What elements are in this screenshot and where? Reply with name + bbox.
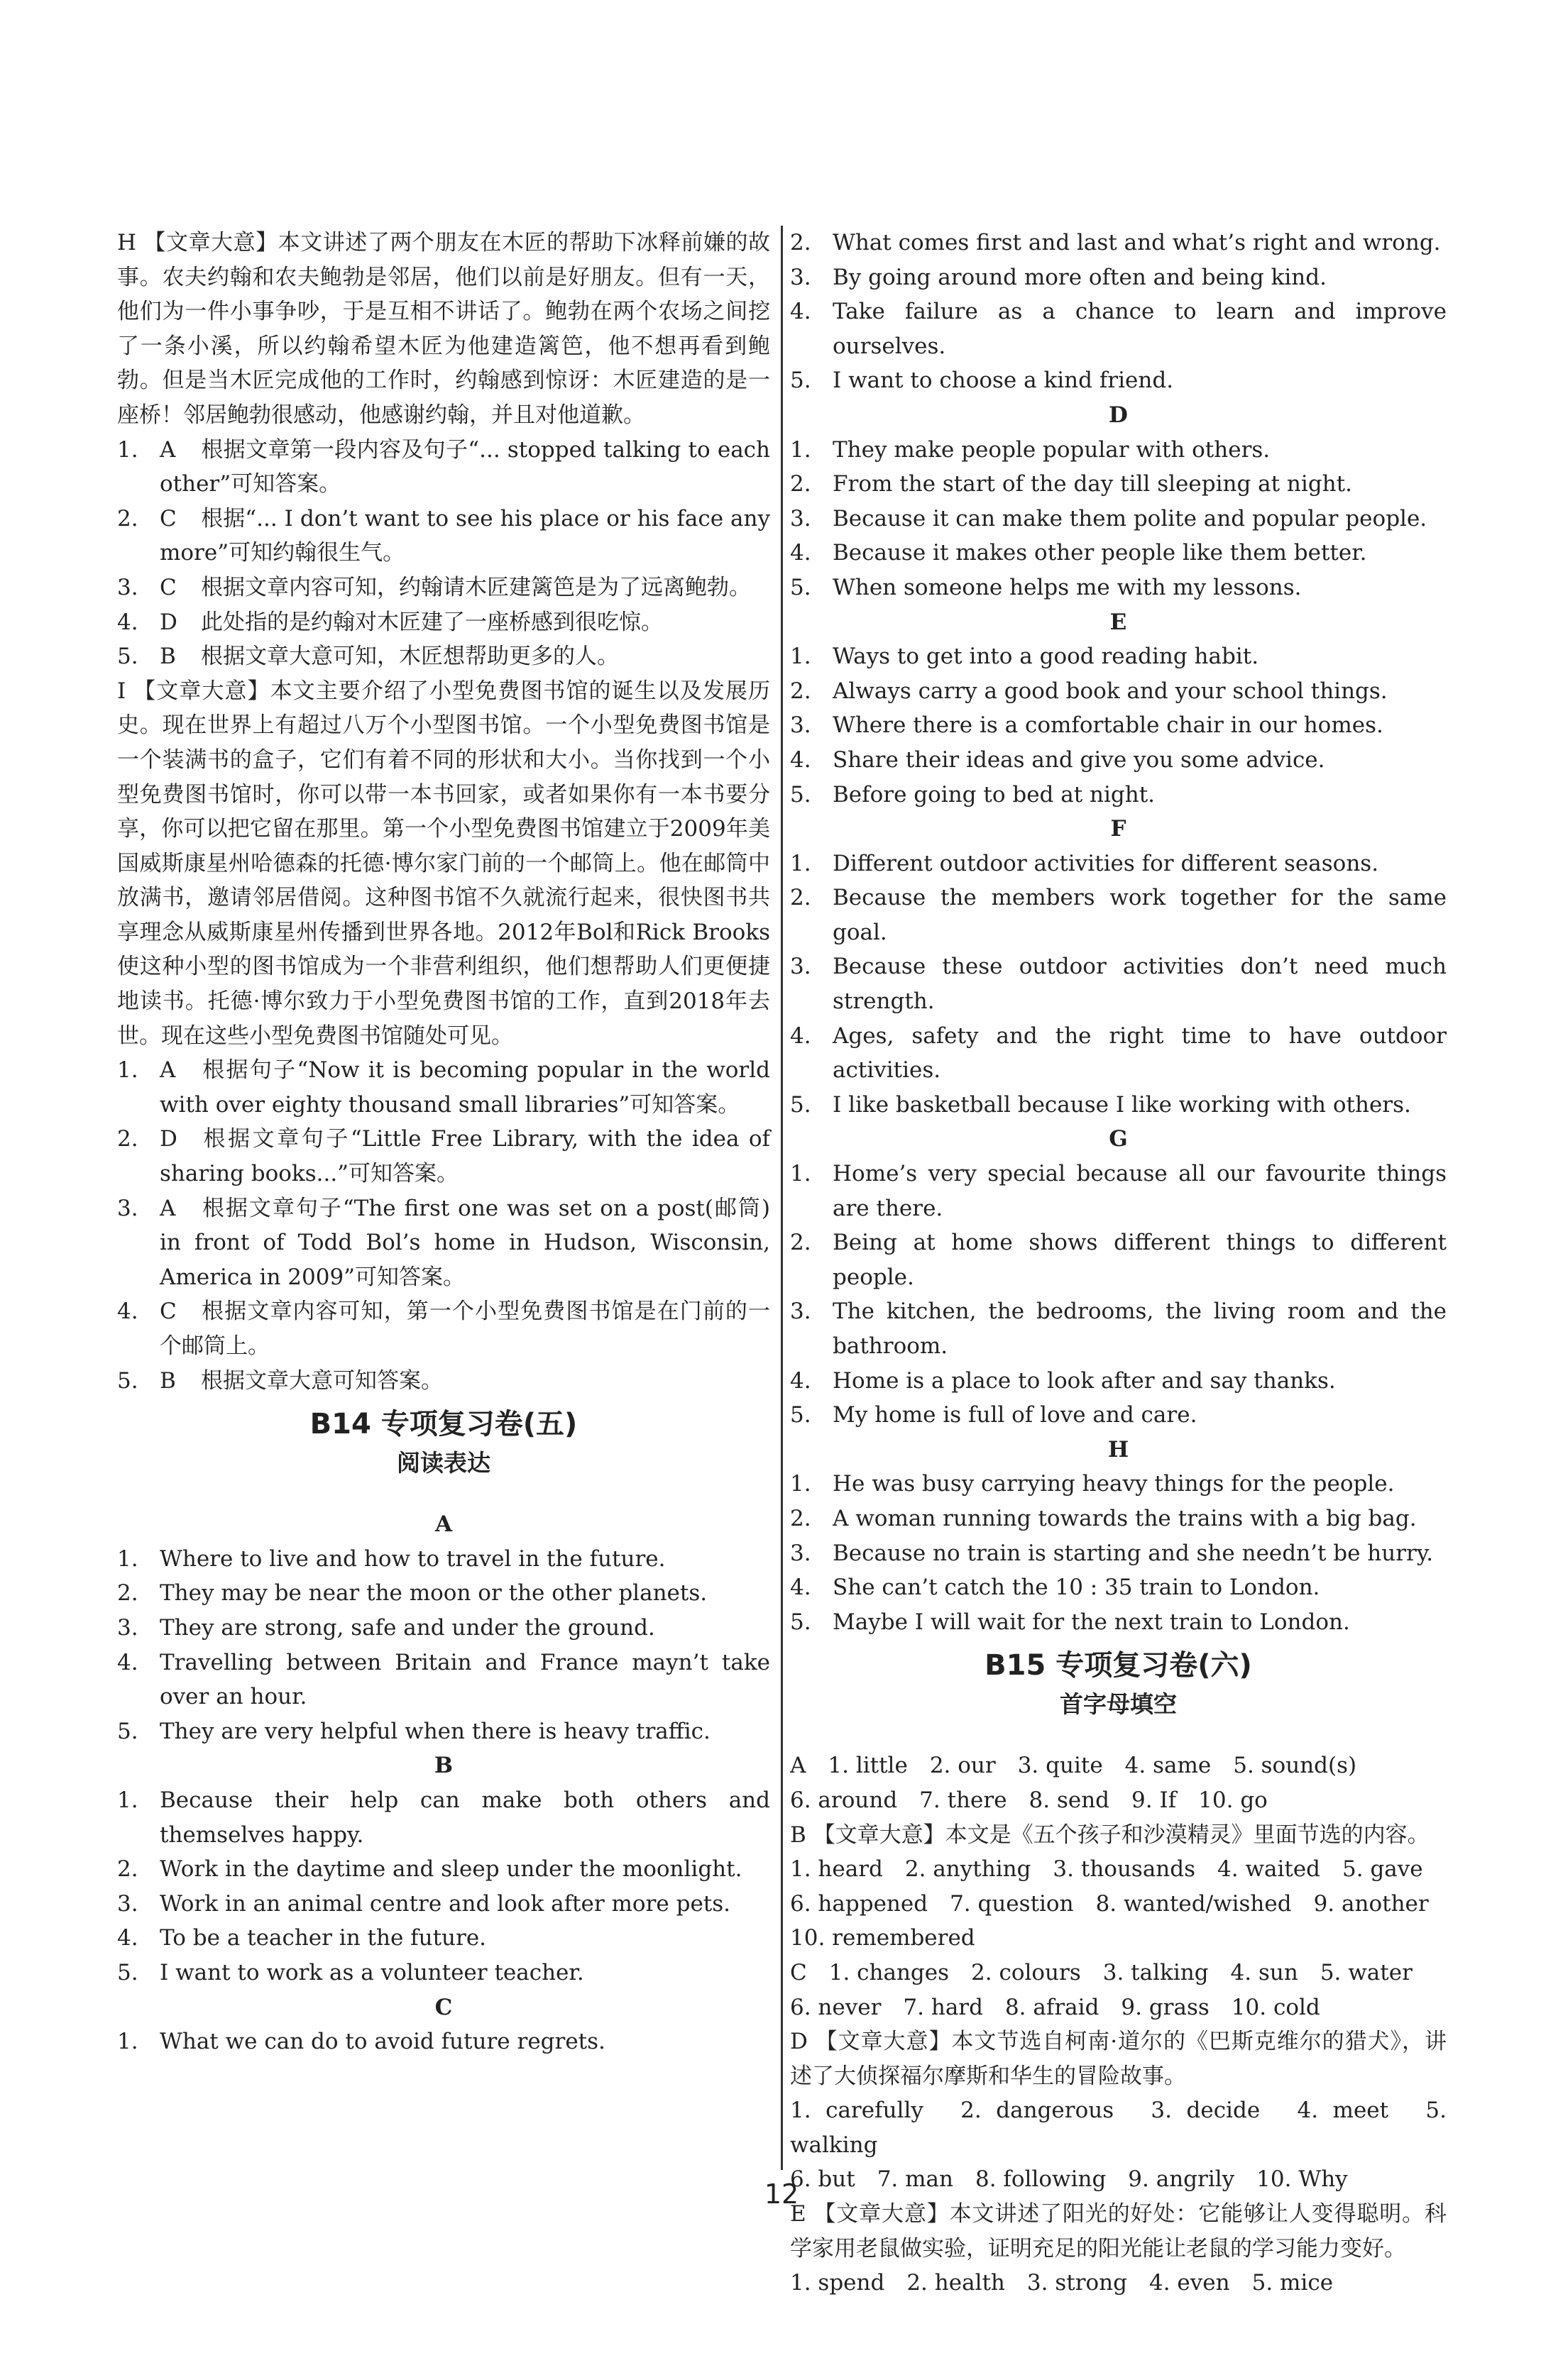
answer-item <box>790 571 1447 605</box>
answer-line: 6. happened 7. question 8. wanted/wished 9. another <box>790 1890 1429 1917</box>
answer-line: C 1. changes 2. colours 3. talking 4. sun 5. water <box>790 1959 1413 1985</box>
answer-item <box>790 949 1447 1018</box>
part-c-answers-continued <box>790 226 1447 398</box>
item-number: 5. <box>790 1402 811 1428</box>
answer-item <box>790 1364 1447 1399</box>
item-number: 3. <box>790 712 811 739</box>
part-h-answers <box>790 1467 1447 1639</box>
item-text: 根据“... I don’t want to see his place or his face any more”可知约翰很生气。 <box>160 505 770 566</box>
answer-item <box>790 1294 1447 1363</box>
item-text: Because their help can make both others and themselves happy. <box>160 1787 770 1848</box>
answer-item <box>117 1783 770 1852</box>
item-number: 4. <box>790 1575 811 1601</box>
answer-item <box>117 1576 770 1611</box>
item-number: 4. <box>790 540 811 566</box>
answer-item <box>117 1294 770 1363</box>
item-number: 1. <box>790 644 811 670</box>
item-text: What we can do to avoid future regrets. <box>160 2029 605 2055</box>
item-number: 1. <box>117 1057 138 1084</box>
answer-item <box>790 1019 1447 1088</box>
item-text: Ages, safety and the right time to have outdoor activities. <box>833 1023 1447 1084</box>
part-f-answers <box>790 847 1447 1123</box>
item-text: 根据文章内容可知，约翰请木匠建篱笆是为了远离鲍勃。 <box>201 574 751 600</box>
item-number: 2. <box>790 1505 811 1531</box>
part-d-answers <box>790 433 1447 605</box>
item-text: Work in an animal centre and look after more pets. <box>160 1890 731 1917</box>
column-divider <box>781 226 783 2170</box>
item-text: I want to work as a volunteer teacher. <box>160 1959 584 1985</box>
item-number: 4. <box>790 746 811 773</box>
answer-item <box>117 1852 770 1887</box>
answer-line: 6. but 7. man 8. following 9. angrily 10. Why <box>790 2166 1348 2193</box>
item-number: 2. <box>790 678 811 704</box>
item-number: 3. <box>790 1540 811 1566</box>
answer-letter: B <box>160 644 176 670</box>
item-number: 5. <box>790 1609 811 1635</box>
answer-item <box>790 1088 1447 1123</box>
answer-line: D 【文章大意】本文节选自柯南·道尔的《巴斯克维尔的猎犬》，讲述了大侦探福尔摩斯和华生的冒险故事。 <box>790 2029 1447 2089</box>
answer-item <box>790 536 1447 571</box>
item-text: 此处指的是约翰对木匠建了一座桥感到很吃惊。 <box>201 609 663 635</box>
answer-item <box>117 639 770 674</box>
item-text: She can’t catch the 10 : 35 train to London. <box>833 1575 1320 1601</box>
item-text: Where to live and how to travel in the future. <box>160 1546 666 1572</box>
item-text: Share their ideas and give you some advice. <box>833 746 1325 773</box>
item-text: By going around more often and being kind. <box>833 264 1327 290</box>
item-number: 3. <box>790 264 811 290</box>
item-text: When someone helps me with my lessons. <box>833 574 1302 600</box>
item-number: 4. <box>790 299 811 325</box>
item-number: 1. <box>790 436 811 463</box>
item-number: 1. <box>790 850 811 876</box>
item-number: 4. <box>790 1023 811 1049</box>
item-number: 5. <box>790 1091 811 1118</box>
passage-h-summary: H 【文章大意】本文讲述了两个朋友在木匠的帮助下冰释前嫌的故事。农夫约翰和农夫鲍勃是邻居，他们以前是好朋友。但有一天，他们为一件小事争吵，于是互相不讲话了。鲍勃在两个农场之间挖了一条小溪，所以约翰希望木匠为他建造篱笆，他不想再看到鲍勃。但是当木匠完成他的工作时，约翰感到惊讶：木匠建造的是一座桥！邻居鲍勃很感动，他感谢约翰，并且对他道歉。 <box>117 230 770 428</box>
answer-letter: B <box>160 1367 176 1394</box>
answer-item <box>117 1364 770 1399</box>
answer-item <box>790 1225 1447 1294</box>
answer-item <box>790 433 1447 468</box>
answer-item <box>117 1191 770 1295</box>
item-number: 2. <box>790 230 811 255</box>
item-text: 根据文章句子“Little Free Library, with the idea of sharing books...”可知答案。 <box>160 1126 770 1187</box>
item-text: They make people popular with others. <box>833 436 1271 463</box>
item-number: 1. <box>790 1161 811 1187</box>
answer-item <box>117 1956 770 1990</box>
answer-line: 10. remembered <box>790 1925 975 1951</box>
answer-item <box>790 1605 1447 1640</box>
item-text: Being at home shows different things to different people. <box>833 1230 1447 1290</box>
item-text: He was busy carrying heavy things for the people. <box>833 1471 1395 1497</box>
item-number: 5. <box>117 1959 138 1985</box>
answer-item <box>117 1122 770 1191</box>
part-a-answers <box>117 1542 770 1749</box>
answer-line: B 【文章大意】本文是《五个孩子和沙漠精灵》里面节选的内容。 <box>790 1822 1430 1848</box>
answer-item <box>117 1611 770 1646</box>
item-text: A woman running towards the trains with a big bag. <box>833 1505 1417 1531</box>
answer-item <box>117 1887 770 1922</box>
item-text: 根据文章大意可知，木匠想帮助更多的人。 <box>201 644 619 670</box>
item-text: Travelling between Britain and France mayn’t take over an hour. <box>160 1649 770 1710</box>
item-text: Home is a place to look after and say thanks. <box>833 1367 1336 1394</box>
item-number: 2. <box>790 471 811 497</box>
answer-letter: D <box>160 1126 177 1152</box>
item-number: 5. <box>790 574 811 600</box>
part-label-f: F <box>1110 816 1126 842</box>
answer-item <box>790 743 1447 778</box>
answer-item <box>117 1714 770 1749</box>
item-text: Maybe I will wait for the next train to London. <box>833 1609 1350 1635</box>
left-column <box>117 226 770 2059</box>
item-number: 4. <box>117 609 138 635</box>
answer-item <box>117 571 770 605</box>
answer-line: 6. never 7. hard 8. afraid 9. grass 10. cold <box>790 1994 1320 2020</box>
part-label-d: D <box>1109 402 1128 428</box>
item-number: 3. <box>790 954 811 980</box>
item-number: 4. <box>117 1649 138 1675</box>
answer-letter: A <box>160 436 176 463</box>
answer-item <box>790 226 1447 260</box>
item-text: Because the members work together for the same goal. <box>833 885 1447 945</box>
item-text: They are very helpful when there is heavy traffic. <box>160 1718 711 1744</box>
item-number: 3. <box>117 1195 138 1221</box>
item-text: Because no train is starting and she needn’t be hurry. <box>833 1540 1434 1566</box>
part-label-b: B <box>434 1753 454 1779</box>
item-number: 1. <box>117 2029 138 2055</box>
answer-item <box>790 881 1447 949</box>
answer-item <box>790 674 1447 709</box>
item-text: Different outdoor activities for different seasons. <box>833 850 1379 876</box>
answer-item <box>117 433 770 502</box>
item-text: Where there is a comfortable chair in our homes. <box>833 712 1383 739</box>
item-text: I like basketball because I like working with others. <box>833 1091 1411 1118</box>
item-text: Before going to bed at night. <box>833 781 1156 808</box>
answer-item <box>790 1570 1447 1605</box>
answer-item <box>790 1502 1447 1536</box>
answer-item <box>117 605 770 640</box>
item-text: Because it makes other people like them better. <box>833 540 1367 566</box>
answer-item <box>117 1542 770 1577</box>
section-subtitle-b14: 阅读表达 <box>397 1449 490 1477</box>
item-text: To be a teacher in the future. <box>160 1925 487 1951</box>
item-text: 根据句子“Now it is becoming popular in the world with over eighty thousand small libraries”可知答案。 <box>160 1057 770 1118</box>
answer-item <box>790 363 1447 398</box>
section-title-b14: B14 专项复习卷(五) <box>309 1408 578 1441</box>
item-number: 5. <box>117 644 138 670</box>
part-e-answers <box>790 639 1447 812</box>
item-text: Ways to get into a good reading habit. <box>833 644 1259 670</box>
item-number: 5. <box>117 1367 138 1394</box>
item-text: What comes first and last and what’s right and wrong. <box>833 230 1441 255</box>
item-text: 根据文章大意可知答案。 <box>201 1367 443 1394</box>
item-text: The kitchen, the bedrooms, the living room and the bathroom. <box>833 1299 1447 1359</box>
item-number: 3. <box>790 1299 811 1325</box>
item-number: 5. <box>790 781 811 808</box>
answer-item <box>790 467 1447 502</box>
item-number: 1. <box>117 1787 138 1813</box>
answer-item <box>117 502 770 571</box>
item-number: 5. <box>117 1718 138 1744</box>
item-number: 1. <box>117 436 138 463</box>
passage-i-summary: I 【文章大意】本文主要介绍了小型免费图书馆的诞生以及发展历史。现在世界上有超过八万个小型图书馆。一个小型免费图书馆是一个装满书的盒子，它们有着不同的形状和大小。当你找到一个小型免费图书馆时，你可以带一本书回家，或者如果你有一本书要分享，你可以把它留在那里。第一个小型免费图书馆建立于2009年美国威斯康星州哈德森的托德·博尔家门前的一个邮筒上。他在邮筒中放满书，邀请邻居借阅。这种图书馆不久就流行起来，很快图书共享理念从威斯康星州传播到世界各地。2012年Bol和Rick Brooks使这种小型的图书馆成为一个非营利组织，他们想帮助人们更便捷地读书。托德·博尔致力于小型免费图书馆的工作，直到2018年去世。现在这些小型免费图书馆随处可见。 <box>117 678 770 1049</box>
item-number: 4. <box>117 1299 138 1325</box>
passage-i-answers <box>117 1053 770 1398</box>
answer-line: 1. carefully 2. dangerous 3. decide 4. meet 5. walking <box>790 2098 1447 2158</box>
answer-line: A 1. little 2. our 3. quite 4. same 5. sound(s) <box>790 1753 1357 1779</box>
part-b-answers <box>117 1783 770 1990</box>
item-number: 2. <box>117 505 138 531</box>
item-text: Take failure as a chance to learn and improve ourselves. <box>833 299 1447 359</box>
item-number: 3. <box>117 1890 138 1917</box>
answer-item <box>790 1536 1447 1571</box>
answer-item <box>790 1157 1447 1225</box>
part-g-answers <box>790 1157 1447 1433</box>
item-number: 3. <box>117 574 138 600</box>
item-text: Work in the daytime and sleep under the moonlight. <box>160 1856 742 1883</box>
right-column <box>790 226 1447 2301</box>
item-text: Always carry a good book and your school things. <box>833 678 1388 704</box>
item-text: 根据文章内容可知，第一个小型免费图书馆是在门前的一个邮筒上。 <box>160 1299 770 1359</box>
answer-line: 6. around 7. there 8. send 9. If 10. go <box>790 1787 1268 1813</box>
part-label-e: E <box>1109 609 1127 635</box>
part-label-a: A <box>434 1511 453 1538</box>
answer-item <box>117 1646 770 1714</box>
answer-letter: C <box>160 1299 177 1325</box>
item-number: 2. <box>117 1580 138 1607</box>
part-label-g: G <box>1109 1126 1128 1152</box>
item-text: 根据文章句子“The first one was set on a post(邮筒) in front of Todd Bol’s home in Hudson, Wisconsin, America in 2009”可知答案。 <box>160 1195 770 1290</box>
item-number: 2. <box>117 1856 138 1883</box>
answer-item <box>790 502 1447 536</box>
item-text: 根据文章第一段内容及句子“... stopped talking to each other”可知答案。 <box>160 436 770 497</box>
item-number: 1. <box>790 1471 811 1497</box>
answer-item <box>117 1921 770 1956</box>
answer-letter: C <box>160 574 177 600</box>
answer-letter: D <box>160 609 177 635</box>
answer-line: 1. spend 2. health 3. strong 4. even 5. mice <box>790 2270 1334 2296</box>
answer-item <box>790 294 1447 363</box>
part-label-c: C <box>434 1994 453 2020</box>
item-number: 2. <box>790 1230 811 1256</box>
fill-in-answers <box>790 1748 1447 2301</box>
item-text: They are strong, safe and under the ground. <box>160 1614 655 1641</box>
section-title-b15: B15 专项复习卷(六) <box>985 1649 1252 1682</box>
answer-item <box>117 1053 770 1122</box>
item-number: 1. <box>117 1546 138 1572</box>
item-text: They may be near the moon or the other planets. <box>160 1580 708 1607</box>
answer-letter: A <box>160 1057 176 1084</box>
answer-item <box>790 260 1447 295</box>
item-text: My home is full of love and care. <box>833 1402 1197 1428</box>
item-number: 3. <box>790 505 811 531</box>
answer-line: E 【文章大意】本文讲述了阳光的好处：它能够让人变得聪明。科学家用老鼠做实验，证明充足的阳光能让老鼠的学习能力变好。 <box>790 2201 1447 2261</box>
answer-item <box>117 2024 770 2059</box>
answer-item <box>790 1467 1447 1502</box>
answer-item <box>790 847 1447 881</box>
answer-line: 1. heard 2. anything 3. thousands 4. waited 5. gave <box>790 1856 1423 1883</box>
item-number: 4. <box>790 1367 811 1394</box>
answer-item <box>790 708 1447 743</box>
item-number: 5. <box>790 368 811 394</box>
section-subtitle-b15: 首字母填空 <box>1060 1690 1177 1719</box>
item-number: 2. <box>790 885 811 911</box>
item-text: Because it can make them polite and popular people. <box>833 505 1427 531</box>
part-label-h: H <box>1107 1436 1129 1462</box>
item-number: 3. <box>117 1614 138 1641</box>
item-text: Because these outdoor activities don’t need much strength. <box>833 954 1447 1015</box>
answer-letter: A <box>160 1195 176 1221</box>
answer-letter: C <box>160 505 177 531</box>
item-number: 2. <box>117 1126 138 1152</box>
page-number: 12 <box>764 2178 799 2210</box>
answer-item <box>790 778 1447 812</box>
item-text: I want to choose a kind friend. <box>833 368 1174 394</box>
passage-h-answers <box>117 433 770 674</box>
answer-item <box>790 639 1447 674</box>
item-text: Home’s very special because all our favourite things are there. <box>833 1161 1447 1221</box>
item-number: 4. <box>117 1925 138 1951</box>
answer-item <box>790 1398 1447 1433</box>
item-text: From the start of the day till sleeping at night. <box>833 471 1352 497</box>
